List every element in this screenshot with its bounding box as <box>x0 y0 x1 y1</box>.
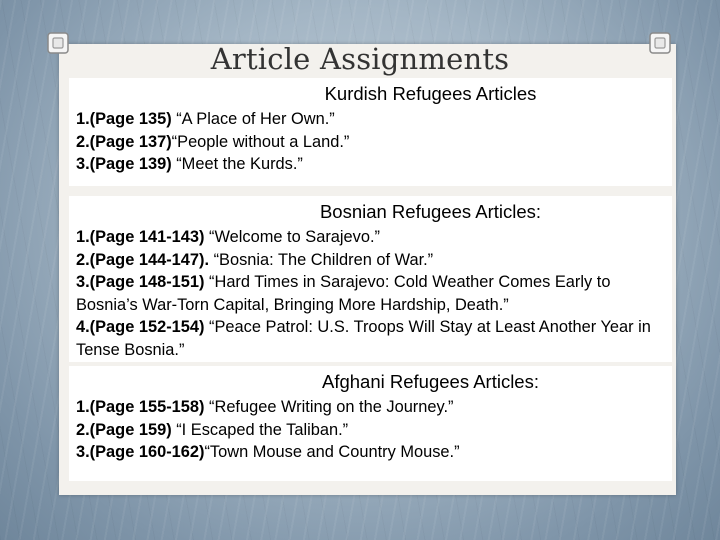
page-ref: 2.(Page 159) <box>76 420 172 439</box>
article-title: “Welcome to Sarajevo.” <box>204 228 380 246</box>
page-ref: 1.(Page 141-143) <box>76 228 205 246</box>
article-list <box>69 108 672 176</box>
page-ref: 4.(Page 152-154) <box>76 318 205 336</box>
list-item <box>76 419 664 442</box>
page-ref: 2.(Page 137) <box>76 132 172 151</box>
kurdish-articles-section <box>69 78 672 186</box>
list-item <box>76 249 664 272</box>
article-title: “Peace Patrol: U.S. Troops Will Stay at Least Another Year in Tense Bosnia.” <box>76 318 651 359</box>
page-ref: 3.(Page 148-151) <box>76 273 205 291</box>
article-title: “Hard Times in Sarajevo: Cold Weather Comes Early to Bosnia’s War-Torn Capital, Bringing More Hardship, Death.” <box>76 273 611 314</box>
list-item <box>76 226 664 249</box>
section-heading: Bosnian Refugees Articles: <box>319 201 542 222</box>
article-list <box>69 226 672 361</box>
list-item <box>76 131 664 154</box>
list-item <box>76 396 664 419</box>
page-ref: 1.(Page 135) <box>76 110 172 128</box>
article-title: “Meet the Kurds.” <box>171 155 303 173</box>
page-ref: 3.(Page 139) <box>76 155 172 173</box>
article-title: “A Place of Her Own.” <box>171 110 335 128</box>
list-item <box>76 153 664 176</box>
article-title: “Bosnia: The Children of War.” <box>209 250 434 269</box>
page-ref: 2.(Page 144-147). <box>76 250 210 269</box>
bosnian-articles-section <box>69 196 672 362</box>
article-list <box>69 396 672 464</box>
article-title: “Refugee Writing on the Journey.” <box>204 398 454 416</box>
article-title: “Town Mouse and Country Mouse.” <box>204 443 460 461</box>
page-ref: 1.(Page 155-158) <box>76 398 205 416</box>
slide-title: Article Assignments <box>210 42 510 76</box>
list-item <box>76 108 664 131</box>
list-item <box>76 271 664 316</box>
page-ref: 3.(Page 160-162) <box>76 443 205 461</box>
section-heading: Afghani Refugees Articles: <box>322 371 539 392</box>
afghani-articles-section <box>69 366 672 481</box>
list-item <box>76 316 664 361</box>
article-title: “People without a Land.” <box>171 132 350 151</box>
section-heading: Kurdish Refugees Articles <box>324 83 537 104</box>
article-title: “I Escaped the Taliban.” <box>171 420 349 439</box>
list-item <box>76 441 664 464</box>
